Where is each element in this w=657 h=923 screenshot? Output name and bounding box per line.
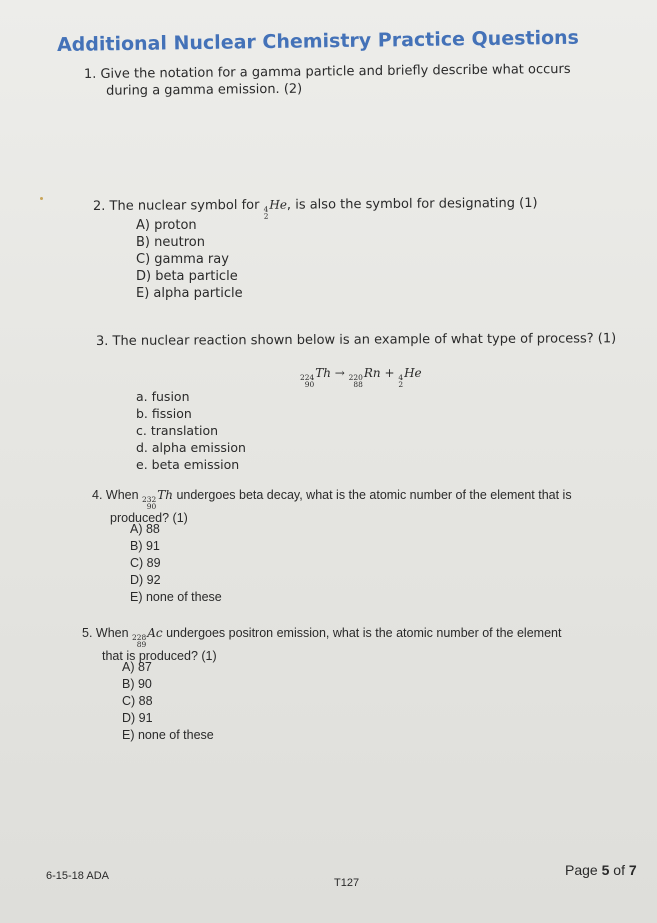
- nuclear-equation: [300, 366, 422, 388]
- option: c. translation: [136, 423, 219, 438]
- option: A) 88: [130, 522, 160, 536]
- actinium-228: 228 89 Ac: [132, 626, 163, 649]
- question-2-options: [136, 217, 243, 302]
- option: D) 92: [130, 573, 161, 587]
- option: b. fission: [136, 406, 192, 421]
- paper-speck: [40, 197, 43, 200]
- option: B) neutron: [136, 235, 205, 250]
- helium-symbol: 4 2 He: [263, 197, 287, 221]
- plus: +: [384, 366, 395, 380]
- question-3-options: [136, 388, 246, 473]
- question-5-line2: that is produced? (1): [102, 648, 217, 663]
- thorium-232: 232 90 Th: [142, 488, 173, 511]
- option: E) none of these: [122, 728, 214, 742]
- option: E) none of these: [130, 590, 222, 604]
- option: C) gamma ray: [136, 252, 229, 267]
- question-2-post: , is also the symbol for designating (1): [286, 195, 538, 213]
- footer-date: 6-15-18 ADA: [46, 870, 109, 882]
- arrow: →: [334, 366, 345, 380]
- option: E) alpha particle: [136, 286, 243, 301]
- question-1: [84, 61, 571, 100]
- page-title: Additional Nuclear Chemistry Practice Questions: [56, 26, 580, 56]
- option: a. fusion: [136, 389, 190, 404]
- option: C) 88: [122, 694, 153, 708]
- question-5: 5. When 228 89 Ac undergoes positron emission, what is the atomic number of the element that is produced? (1): [82, 626, 562, 663]
- option: A) proton: [136, 218, 197, 233]
- question-4-options: [130, 521, 222, 606]
- question-2-pre: 2. The nuclear symbol for: [92, 197, 264, 214]
- question-4: 4. When 232 90 Th undergoes beta decay, what is the atomic number of the element that is produced? (1): [92, 488, 572, 525]
- option: e. beta emission: [136, 457, 240, 472]
- question-3: 3. The nuclear reaction shown below is an example of what type of process? (1): [95, 331, 617, 349]
- question-5-options: [122, 659, 214, 744]
- option: d. alpha emission: [136, 440, 246, 455]
- question-4-line2: produced? (1): [110, 510, 188, 525]
- helium-4: 4 2 He: [398, 366, 422, 389]
- page-number: Page 5 of 7: [565, 862, 637, 878]
- option: B) 91: [130, 539, 160, 553]
- thorium-224: 224 90 Th: [300, 366, 331, 389]
- footer-code: T127: [334, 877, 360, 889]
- radon-220: 220 88 Rn: [348, 366, 381, 389]
- option: B) 90: [122, 677, 152, 691]
- option: C) 89: [130, 556, 161, 570]
- option: D) 91: [122, 711, 153, 725]
- question-1-line2: during a gamma emission. (2): [106, 81, 303, 99]
- option: D) beta particle: [136, 269, 238, 284]
- option: A) 87: [122, 660, 152, 674]
- question-1-line1: 1. Give the notation for a gamma particle and briefly describe what occurs: [83, 61, 571, 83]
